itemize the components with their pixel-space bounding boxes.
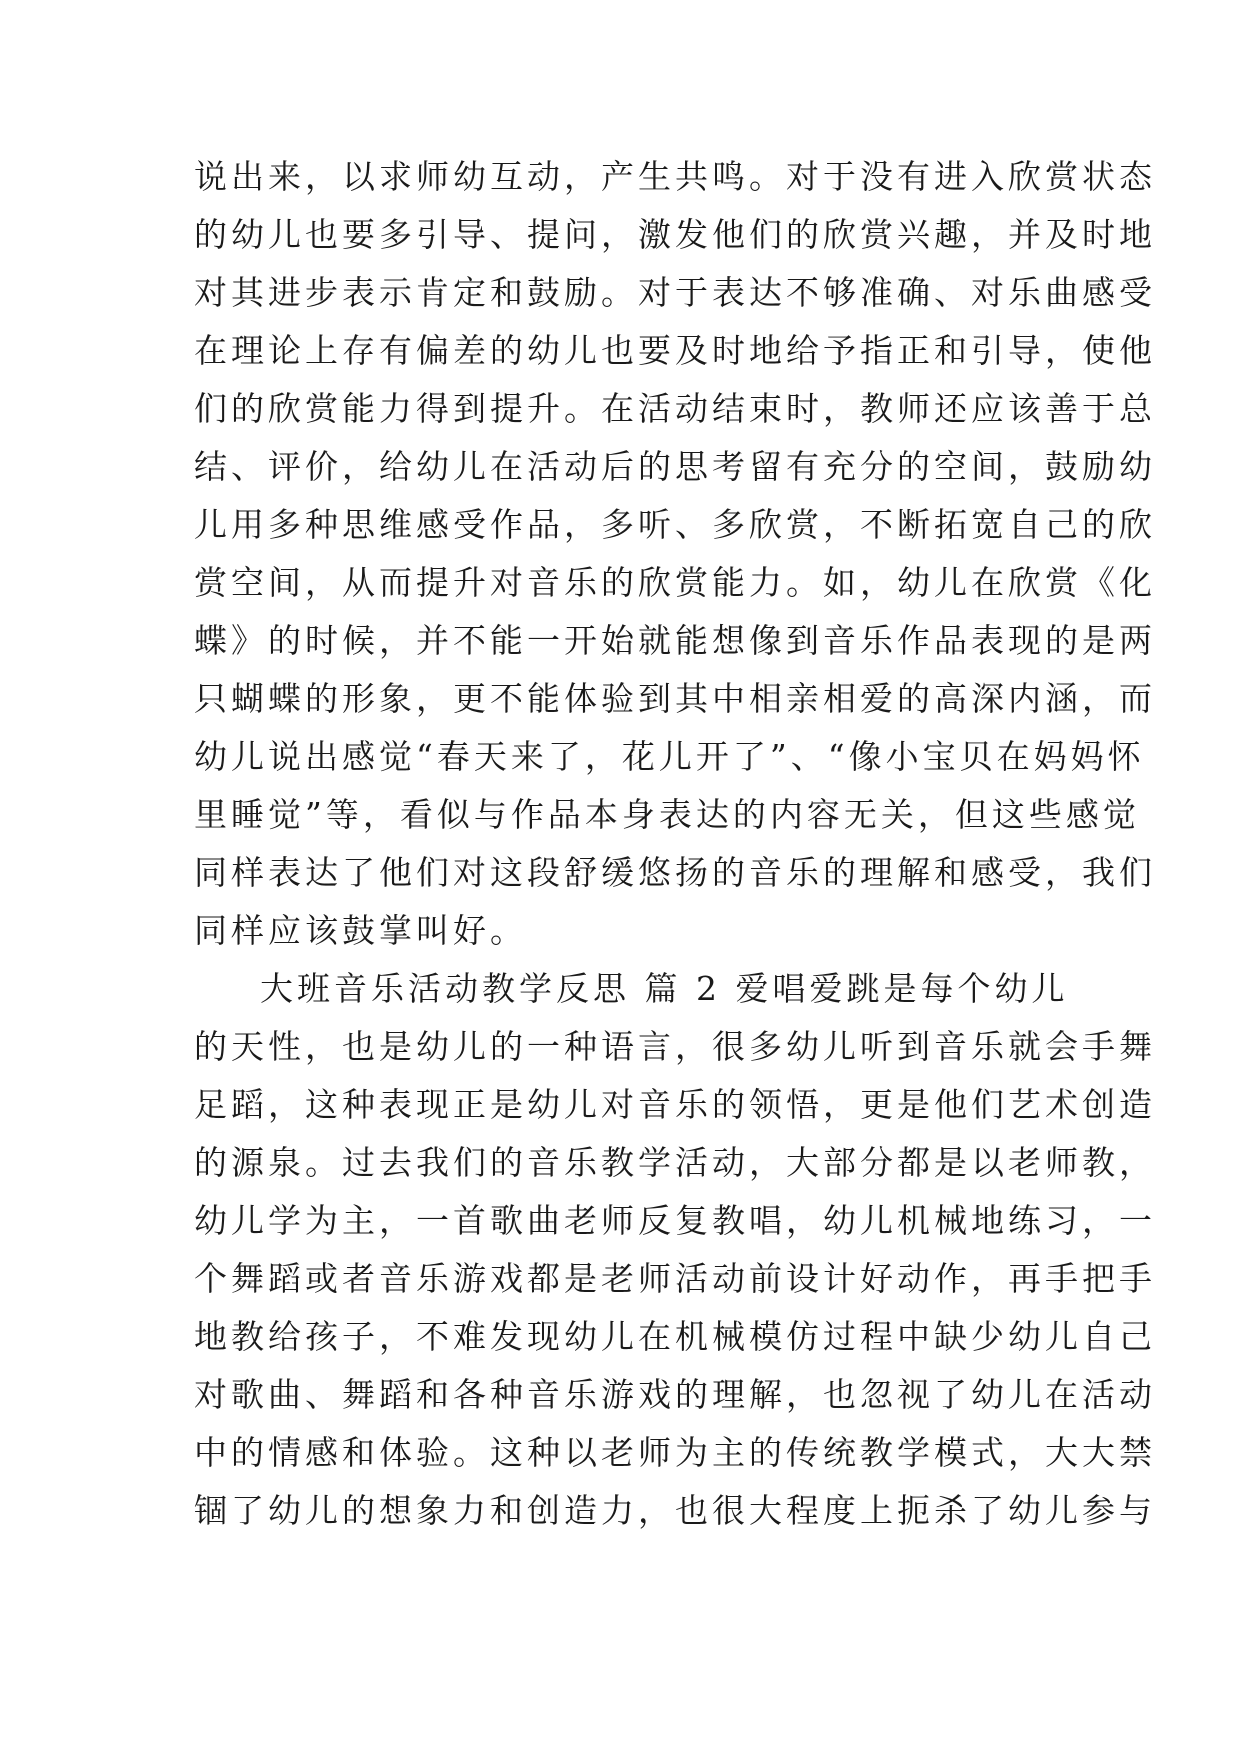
text-line: 幼儿说出感觉“春天来了，花儿开了”、“像小宝贝在妈妈怀 <box>194 737 1145 776</box>
text-line: 在理论上存有偏差的幼儿也要及时地给予指正和引导，使他 <box>194 331 1156 370</box>
text-line: 们的欣赏能力得到提升。在活动结束时，教师还应该善于总 <box>194 389 1156 428</box>
text-line: 同样表达了他们对这段舒缓悠扬的音乐的理解和感受，我们 <box>194 853 1156 892</box>
body-text <box>194 148 1156 1540</box>
text-line: 锢了幼儿的想象力和创造力，也很大程度上扼杀了幼儿参与 <box>194 1491 1156 1530</box>
text-line: 对其进步表示肯定和鼓励。对于表达不够准确、对乐曲感受 <box>194 273 1156 312</box>
text-line: 儿用多种思维感受作品，多听、多欣赏，不断拓宽自己的欣 <box>194 505 1156 544</box>
text-line: 个舞蹈或者音乐游戏都是老师活动前设计好动作，再手把手 <box>194 1259 1156 1298</box>
text-line: 足蹈，这种表现正是幼儿对音乐的领悟，更是他们艺术创造 <box>194 1085 1156 1124</box>
text-line: 地教给孩子，不难发现幼儿在机械模仿过程中缺少幼儿自己 <box>194 1317 1156 1356</box>
text-line: 同样应该鼓掌叫好。 <box>194 911 527 950</box>
text-line: 结、评价，给幼儿在活动后的思考留有充分的空间，鼓励幼 <box>194 447 1156 486</box>
text-line: 的幼儿也要多引导、提问，激发他们的欣赏兴趣，并及时地 <box>194 215 1156 254</box>
text-line: 的天性，也是幼儿的一种语言，很多幼儿听到音乐就会手舞 <box>194 1027 1156 1066</box>
text-line: 中的情感和体验。这种以老师为主的传统教学模式，大大禁 <box>194 1433 1156 1472</box>
text-line: 只蝴蝶的形象，更不能体验到其中相亲相爱的高深内涵，而 <box>194 679 1156 718</box>
text-line: 里睡觉”等，看似与作品本身表达的内容无关，但这些感觉 <box>194 795 1140 834</box>
text-line: 蝶》的时候，并不能一开始就能想像到音乐作品表现的是两 <box>194 621 1156 660</box>
text-line: 赏空间，从而提升对音乐的欣赏能力。如，幼儿在欣赏《化 <box>194 563 1156 602</box>
text-line: 幼儿学为主，一首歌曲老师反复教唱，幼儿机械地练习，一 <box>194 1201 1156 1240</box>
text-line: 对歌曲、舞蹈和各种音乐游戏的理解，也忽视了幼儿在活动 <box>194 1375 1156 1414</box>
text-line: 的源泉。过去我们的音乐教学活动，大部分都是以老师教， <box>194 1143 1156 1182</box>
text-line: 说出来，以求师幼互动，产生共鸣。对于没有进入欣赏状态 <box>194 157 1156 196</box>
section-heading-line: 大班音乐活动教学反思 篇 2 爱唱爱跳是每个幼儿 <box>260 969 1069 1008</box>
